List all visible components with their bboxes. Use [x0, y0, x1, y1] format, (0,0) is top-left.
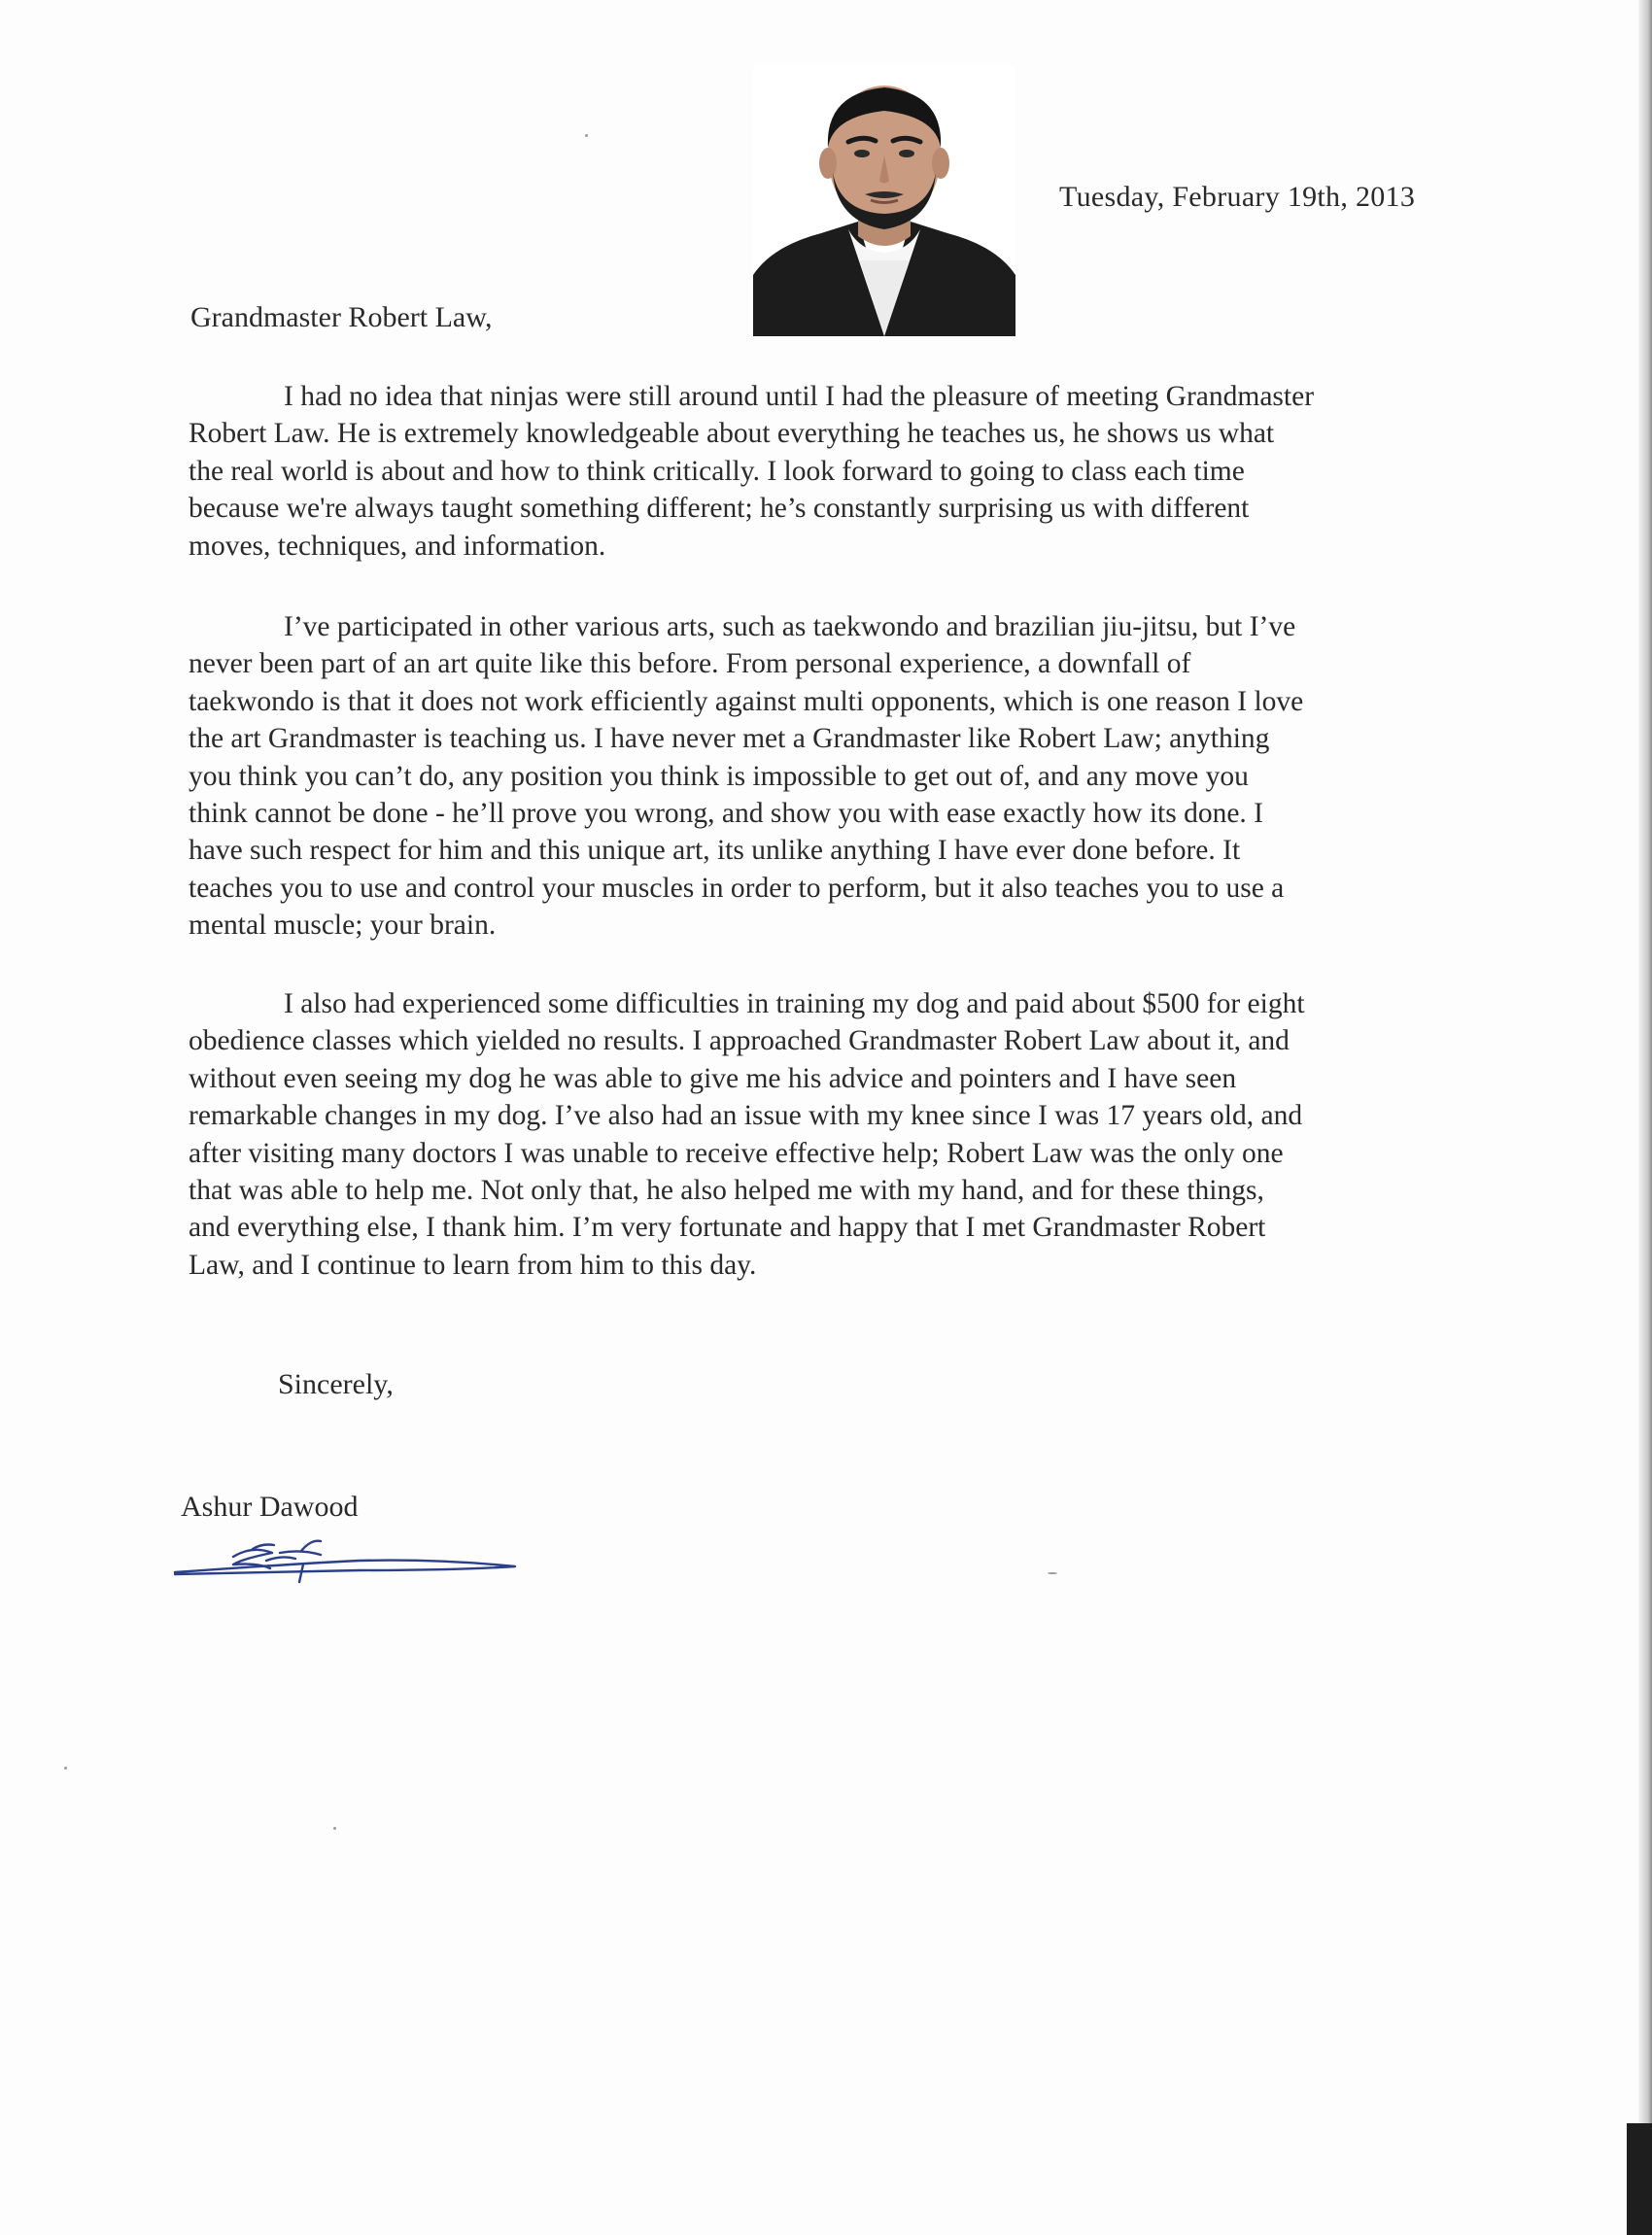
scan-speck [333, 1827, 336, 1830]
paragraph-line: I also had experienced some difficulties in training my dog and paid about $500 for eight [284, 988, 1305, 1019]
paragraph-line: without even seeing my dog he was able to give me his advice and pointers and I have seen [189, 1062, 1237, 1094]
scan-speck [1048, 1572, 1057, 1574]
author-portrait-photo [753, 66, 1015, 336]
paragraph-line: you think you can’t do, any position you think is impossible to get out of, and any move you [189, 760, 1249, 792]
paragraph-line: think cannot be done - he’ll prove you wrong, and show you with ease exactly how its done. I [189, 798, 1263, 830]
scan-speck [64, 1767, 67, 1770]
paragraph-2 [189, 608, 1452, 945]
paragraph-line: taekwondo is that it does not work efficiently against multi opponents, which is one reason I love [189, 685, 1304, 717]
paragraph-line: teaches you to use and control your muscles in order to perform, but it also teaches you to use a [189, 872, 1285, 904]
paragraph-line: I had no idea that ninjas were still around until I had the pleasure of meeting Grandmaster [284, 381, 1315, 412]
paragraph-line: mental muscle; your brain. [189, 910, 497, 942]
paragraph-3 [189, 985, 1452, 1284]
letter-date: Tuesday, February 19th, 2013 [1059, 181, 1416, 213]
scan-corner-shadow [1627, 2123, 1652, 2235]
paragraph-line: never been part of an art quite like this before. From personal experience, a downfall of [189, 648, 1191, 680]
paragraph-line: and everything else, I thank him. I’m very fortunate and happy that I met Grandmaster Robert [189, 1212, 1266, 1244]
handwritten-signature [165, 1516, 525, 1584]
paragraph-1 [189, 378, 1452, 565]
closing: Sincerely, [278, 1368, 394, 1400]
paragraph-line: that was able to help me. Not only that, he also helped me with my hand, and for these things, [189, 1175, 1264, 1207]
paragraph-line: have such respect for him and this unique art, its unlike anything I have ever done before. It [189, 835, 1241, 867]
signer-name: Ashur Dawood [181, 1491, 359, 1523]
paragraph-line: moves, techniques, and information. [189, 530, 606, 562]
paragraph-line: I’ve participated in other various arts, such as taekwondo and brazilian jiu-jitsu, but I’ve [284, 611, 1296, 642]
paragraph-line: because we're always taught something different; he’s constantly surprising us with different [189, 493, 1250, 525]
paragraph-line: Robert Law. He is extremely knowledgeable about everything he teaches us, he shows us what [189, 418, 1275, 450]
salutation: Grandmaster Robert Law, [190, 301, 493, 333]
scan-speck [585, 134, 588, 137]
paragraph-line: after visiting many doctors I was unable to receive effective help; Robert Law was the only one [189, 1137, 1284, 1169]
paragraph-line: obedience classes which yielded no results. I approached Grandmaster Robert Law about it, and [189, 1025, 1290, 1057]
paragraph-line: the real world is about and how to think critically. I look forward to going to class each time [189, 455, 1245, 487]
paragraph-line: Law, and I continue to learn from him to this day. [189, 1249, 757, 1281]
paragraph-line: the art Grandmaster is teaching us. I have never met a Grandmaster like Robert Law; anything [189, 723, 1270, 755]
scan-edge-shadow [1638, 0, 1652, 2235]
paragraph-line: remarkable changes in my dog. I’ve also had an issue with my knee since I was 17 years old, and [189, 1100, 1303, 1132]
